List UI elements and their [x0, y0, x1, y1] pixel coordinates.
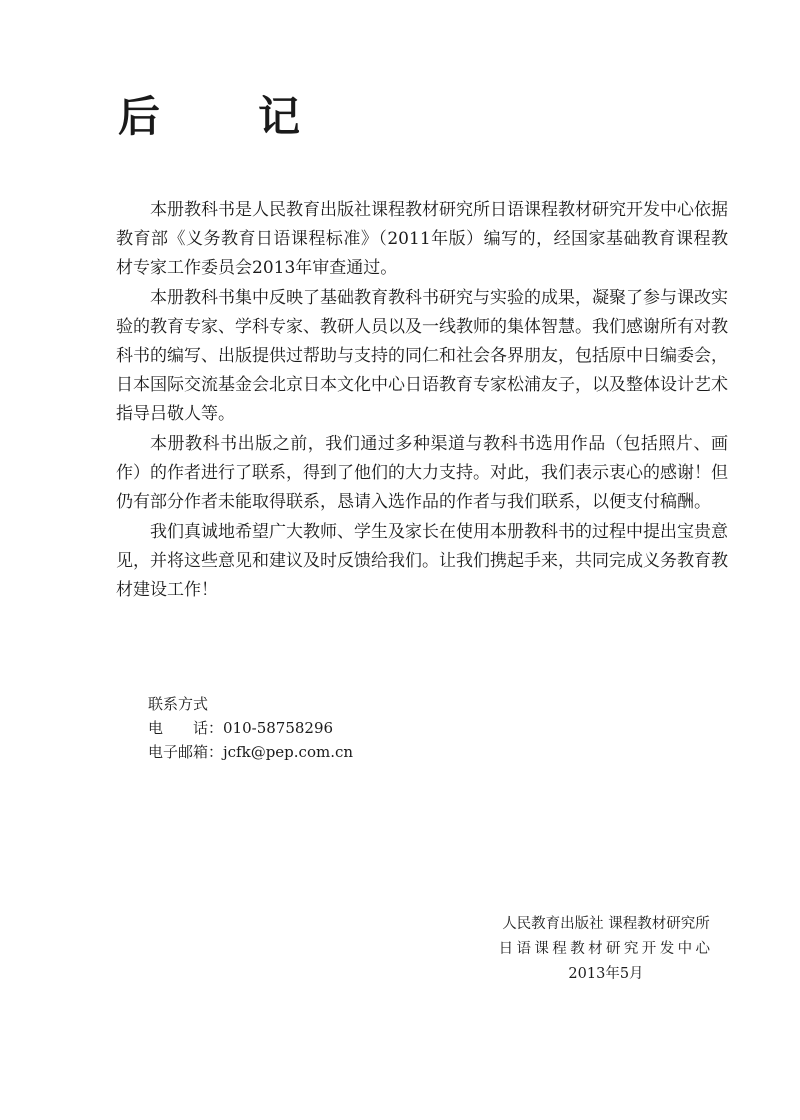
- publisher-signature: [486, 912, 726, 987]
- paragraph-1: 本册教科书是人民教育出版社课程教材研究所日语课程教材研究开发中心依据教育部《义务教育日语课程标准》（2011年版）编写的，经国家基础教育课程教材专家工作委员会2013年审查通过。: [116, 200, 728, 278]
- afterword-body: [116, 196, 728, 606]
- signature-publisher: 人民教育出版社 课程教材研究所: [502, 916, 710, 932]
- paragraph-4: 我们真诚地希望广大教师、学生及家长在使用本册教科书的过程中提出宝贵意见，并将这些意见和建议及时反馈给我们。让我们携起手来，共同完成义务教育教材建设工作！: [116, 522, 728, 600]
- page-title: 后 记: [118, 92, 329, 141]
- contact-phone: 电 话：010-58758296: [148, 719, 334, 737]
- signature-center: 日语课程教材研究开发中心: [498, 941, 714, 957]
- contact-email: 电子邮箱：jcfk@pep.com.cn: [148, 743, 354, 761]
- signature-date: 2013年5月: [568, 966, 644, 982]
- paragraph-2: 本册教科书集中反映了基础教育教科书研究与实验的成果，凝聚了参与课改实验的教育专家、学科专家、教研人员以及一线教师的集体智慧。我们感谢所有对教科书的编写、出版提供过帮助与支持的同仁和社会各界朋友，包括原中日编委会，日本国际交流基金会北京日本文化中心日语教育专家松浦友子，以及整体设计艺术指导吕敬人等。: [116, 288, 728, 424]
- contact-heading: 联系方式: [148, 695, 209, 713]
- contact-info: [148, 692, 353, 764]
- paragraph-3: 本册教科书出版之前，我们通过多种渠道与教科书选用作品（包括照片、画作）的作者进行了联系，得到了他们的大力支持。对此，我们表示衷心的感谢！但仍有部分作者未能取得联系，恳请入选作品的作者与我们联系，以便支付稿酬。: [116, 434, 728, 512]
